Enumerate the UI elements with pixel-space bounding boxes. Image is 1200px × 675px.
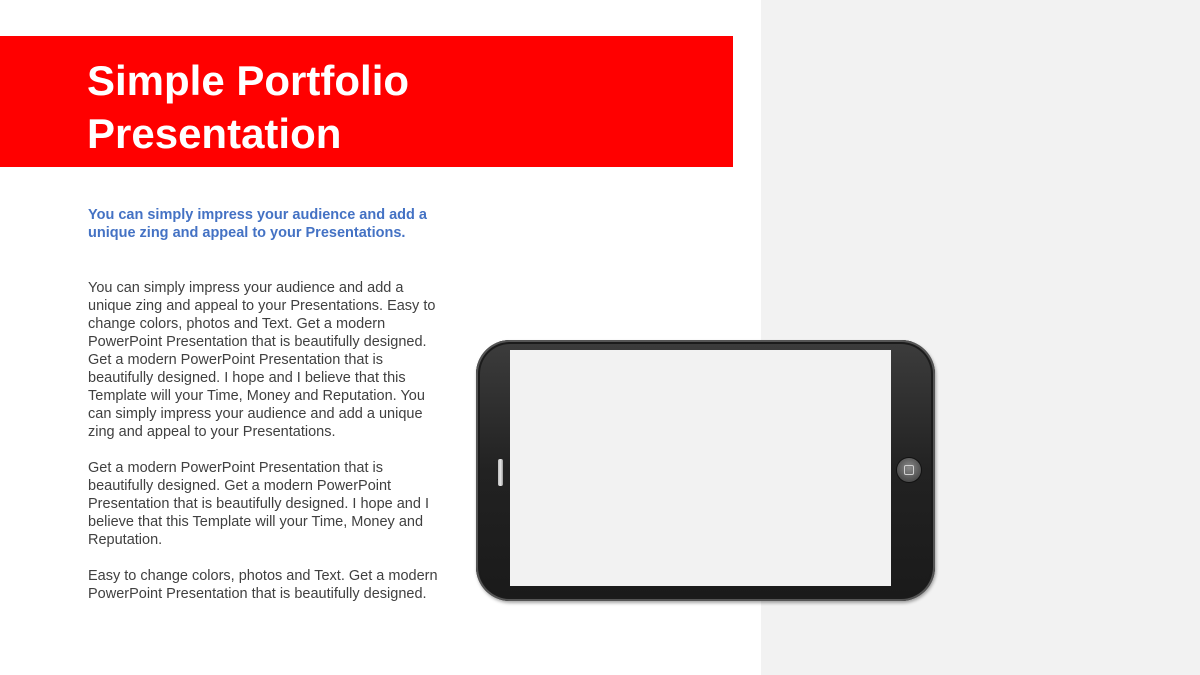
body-paragraph-1: You can simply impress your audience and add a unique zing and appeal to your Presentations. Easy to change colors, photos and Text. Get a modern PowerPoint Presentation that is beautifully designed. Get a modern PowerPoint Presentation that is beautifully designed. I hope and I believe that this Template will your Time, Money and Reputation. You can simply impress your audience and add a unique zing and appeal to your Presentations. xyxy=(88,280,436,440)
smartphone-landscape-icon xyxy=(476,340,935,601)
speaker-slot-icon xyxy=(498,459,503,486)
home-button-icon xyxy=(897,458,921,482)
body-paragraph-2: Get a modern PowerPoint Presentation that is beautifully designed. Get a modern PowerPoint Presentation that is beautifully designed. I hope and I believe that this Template will your Time, Money and Reputation. xyxy=(88,460,429,548)
slide-subtitle: You can simply impress your audience and add a unique zing and appeal to your Presentations. xyxy=(88,207,427,241)
slide-title xyxy=(87,54,707,160)
phone-screen-placeholder[interactable] xyxy=(510,350,891,586)
body-paragraph-3: Easy to change colors, photos and Text. Get a modern PowerPoint Presentation that is beautifully designed. xyxy=(88,568,438,602)
slide-title-line-2: Presentation xyxy=(87,110,342,157)
slide-title-line-1: Simple Portfolio xyxy=(87,57,410,104)
